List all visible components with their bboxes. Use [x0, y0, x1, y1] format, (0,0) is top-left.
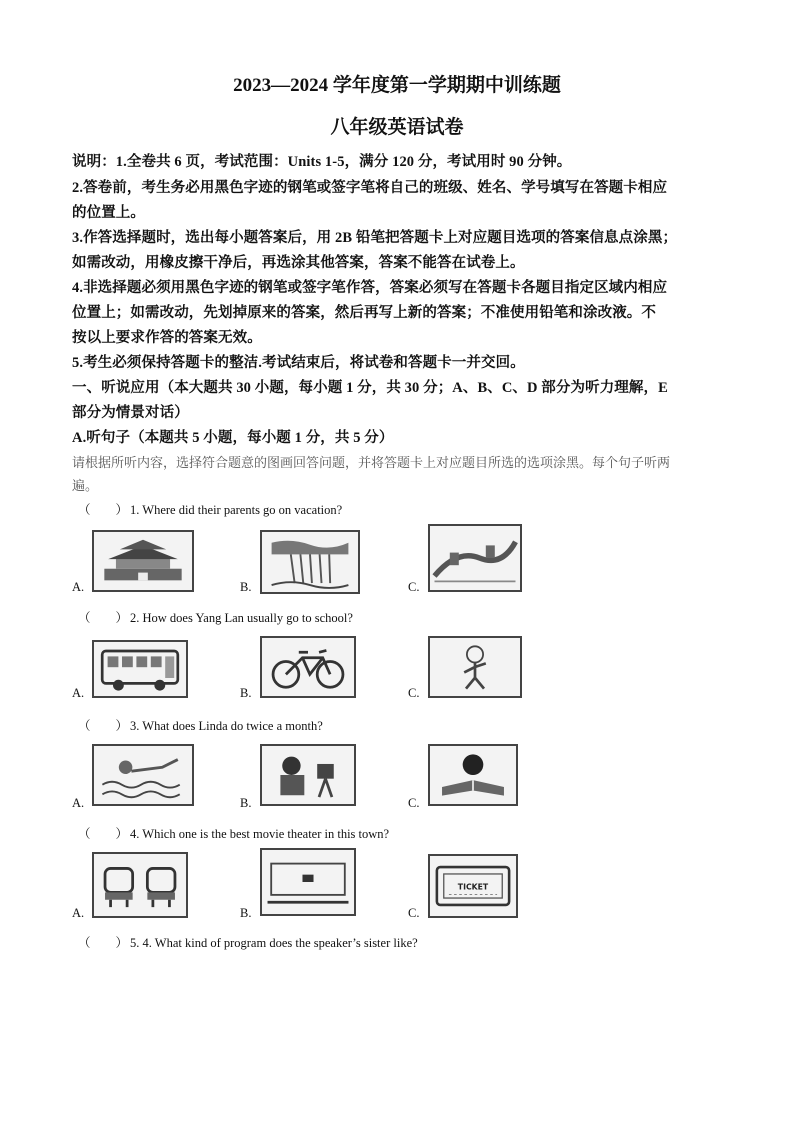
option-label: B.: [240, 906, 252, 920]
screen-icon: [262, 850, 354, 914]
option-label: C.: [408, 686, 420, 700]
exam-subtitle: 八年级英语试卷: [330, 117, 464, 138]
exam-title: 2023—2024 学年度第一学期期中训练题: [233, 75, 561, 96]
question-2: [78, 608, 353, 626]
great-wall-image[interactable]: [428, 524, 522, 592]
option-label: B.: [240, 580, 252, 594]
instruction-line: 位置上；如需改动，先划掉原来的答案，然后再写上新的答案；不准使用铅笔和涂改液。不: [72, 305, 656, 321]
question-text: 4. Which one is the best movie theater in this town?: [130, 827, 390, 841]
waterfall-icon: [262, 532, 358, 592]
seats-icon: [94, 854, 186, 916]
tiananmen-gate-image[interactable]: [92, 530, 194, 592]
option-label: A.: [72, 796, 85, 810]
walking-boy-icon: [430, 638, 520, 696]
question-3: [78, 716, 323, 734]
question-text: 3. What does Linda do twice a month?: [130, 719, 323, 733]
option-label: A.: [72, 906, 85, 920]
option-label: A.: [72, 580, 85, 594]
cheap-ticket-image[interactable]: [428, 854, 518, 918]
walking-boy-image[interactable]: [428, 636, 522, 698]
instruction-line: 按以上要求作答的答案无效。: [72, 330, 262, 346]
question-text: 5. 4. What kind of program does the speaker’s sister like?: [130, 936, 418, 950]
answer-blank[interactable]: （ ）: [78, 827, 129, 841]
option-label: A.: [72, 686, 85, 700]
answer-blank[interactable]: （ ）: [78, 503, 129, 517]
question-text: 2. How does Yang Lan usually go to school?: [130, 611, 353, 625]
watching-movie-image[interactable]: [260, 744, 356, 806]
book-icon: [430, 746, 516, 804]
section-heading: 一、听说应用（本大题共 30 小题，每小题 1 分，共 30 分；A、B、C、D 部分为听力理解，E: [72, 380, 668, 396]
instruction-line: 5.考生必须保持答题卡的整洁.考试结束后，将试卷和答题卡一并交回。: [72, 355, 525, 371]
question-text: 1. Where did their parents go on vacation?: [130, 503, 343, 517]
instruction-line: 说明：1.全卷共 6 页，考试范围：Units 1-5，满分 120 分，考试用时 90 分钟。: [72, 154, 572, 170]
big-screen-image[interactable]: [260, 848, 356, 916]
ticket-label: TICKET: [457, 882, 489, 892]
bus-image[interactable]: [92, 640, 188, 698]
part-a-heading: A.听句子（本题共 5 小题，每小题 1 分，共 5 分）: [72, 430, 394, 446]
bus-icon: [94, 642, 186, 696]
instruction-line: 3.作答选择题时，选出每小题答案后，用 2B 铅笔把答题卡上对应题目选项的答案信息点涂黑；: [72, 230, 678, 246]
question-5: [78, 933, 418, 951]
question-4: [78, 824, 389, 842]
option-label: C.: [408, 906, 420, 920]
option-label: B.: [240, 686, 252, 700]
question-1: [78, 500, 342, 518]
bicycle-icon: [262, 638, 354, 696]
swimming-icon: [94, 746, 192, 804]
option-label: B.: [240, 796, 252, 810]
ticket-icon: [430, 856, 516, 916]
answer-blank[interactable]: （ ）: [78, 936, 129, 950]
great-wall-icon: [430, 526, 520, 590]
answer-blank[interactable]: （ ）: [78, 719, 129, 733]
instruction-line: 的位置上。: [72, 205, 145, 221]
part-a-instruction: 请根据所听内容，选择符合题意的图画回答问题，并将答题卡上对应题目所选的选项涂黑。每个句子听两: [72, 456, 671, 471]
answer-blank[interactable]: （ ）: [78, 611, 129, 625]
bicycle-image[interactable]: [260, 636, 356, 698]
option-label: C.: [408, 580, 420, 594]
waterfall-image[interactable]: [260, 530, 360, 594]
reading-book-image[interactable]: [428, 744, 518, 806]
option-label: C.: [408, 796, 420, 810]
swimming-image[interactable]: [92, 744, 194, 806]
movie-projector-icon: [262, 746, 354, 804]
section-heading: 部分为情景对话）: [72, 405, 189, 421]
instruction-line: 2.答卷前，考生务必用黑色字迹的钢笔或签字笔将自己的班级、姓名、学号填写在答题卡相应: [72, 180, 668, 196]
instruction-line: 4.非选择题必须用黑色字迹的钢笔或签字笔作答，答案必须写在答题卡各题目指定区域内相应: [72, 280, 668, 296]
part-a-instruction: 遍。: [72, 479, 99, 494]
comfortable-seats-image[interactable]: [92, 852, 188, 918]
tiananmen-icon: [94, 532, 192, 590]
instruction-line: 如需改动，用橡皮擦干净后，再选涂其他答案，答案不能答在试卷上。: [72, 255, 525, 271]
